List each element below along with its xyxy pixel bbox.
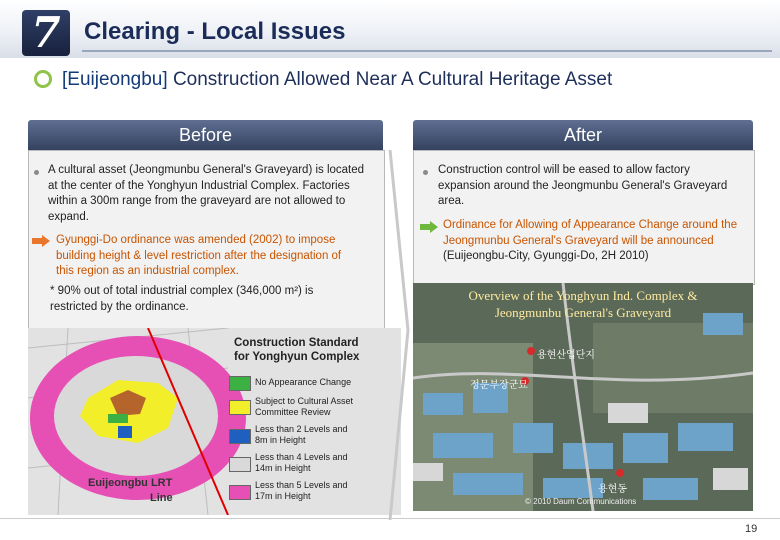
legend-line: Less than 4 Levels and: [255, 452, 348, 462]
bullet-icon: [34, 170, 39, 175]
ring-bullet-icon: [34, 70, 52, 88]
orange-arrow-icon: [32, 235, 50, 247]
before-bullet-text: A cultural asset (Jeongmunbu General's Graveyard) is located at the center of the Yonghyun Industrial Complex. Factories within a 300m range from the graveyard are not allowed to expand.: [48, 164, 365, 223]
before-ordinance-text: Gyunggi-Do ordinance was amended (2002) to impose building height & level restriction after the designation of this region as an industrial complex.: [56, 234, 342, 277]
photo-label-graveyard: 정문부장군묘: [470, 380, 528, 391]
legend-swatch-2-levels: [229, 429, 251, 444]
header-divider: [82, 50, 772, 52]
legend-line: 14m in Height: [255, 463, 311, 473]
legend-title: [234, 336, 359, 364]
photo-caption-line2: Jeongmunbu General's Graveyard: [494, 305, 672, 320]
photo-copyright: © 2010 Daum Communications: [525, 497, 637, 506]
photo-label-district: 용현동: [598, 484, 627, 495]
before-footnote: * 90% out of total industrial complex (346,000 m²) is restricted by the ordinance.: [50, 285, 314, 313]
lrt-label: Euijeongbu LRT: [88, 477, 173, 489]
after-bullet-text: Construction control will be eased to allow factory expansion around the Jeongmunbu General's Graveyard area.: [438, 164, 728, 207]
footer-divider: [0, 518, 780, 519]
after-ordinance-text: [443, 218, 748, 265]
chapter-number-badge: 7: [22, 10, 70, 56]
lrt-label-line2: Line: [150, 492, 173, 504]
photo-caption: [413, 287, 753, 321]
legend-swatch-4-levels: [229, 457, 251, 472]
bullet-icon: [423, 170, 428, 175]
legend-line: 17m in Height: [255, 491, 311, 501]
legend-line: Less than 2 Levels and: [255, 424, 348, 434]
legend-label-2-levels: [255, 424, 348, 446]
before-heading: Before: [28, 120, 383, 150]
photo-label-complex: 용현산업단지: [537, 350, 595, 361]
after-ordinance-highlight: Ordinance for Allowing of Appearance Change around the Jeongmunbu General's Graveyard will be announced: [443, 219, 738, 247]
photo-caption-line1: Overview of the Yonghyun Ind. Complex &: [468, 288, 698, 303]
legend-label-committee-review: [255, 396, 353, 418]
legend-swatch-5-levels: [229, 485, 251, 500]
slide-title: Clearing - Local Issues: [84, 18, 346, 45]
legend-line: Committee Review: [255, 407, 331, 417]
legend-label-no-change: No Appearance Change: [255, 377, 352, 387]
legend-swatch-no-change: [229, 376, 251, 391]
legend-title-line2: for Yonghyun Complex: [234, 351, 360, 363]
legend-title-line1: Construction Standard: [234, 337, 359, 349]
after-heading: After: [413, 120, 753, 150]
legend-line: Less than 5 Levels and: [255, 480, 348, 490]
legend-line: Subject to Cultural Asset: [255, 396, 354, 406]
subtitle-bracket: [Euijeongbu]: [62, 69, 168, 90]
transition-chevron: [388, 150, 412, 520]
page-number: 19: [745, 523, 758, 535]
slide-subtitle: [62, 69, 612, 91]
legend-label-5-levels: [255, 480, 348, 502]
legend-swatch-committee-review: [229, 400, 251, 415]
after-ordinance-source: (Euijeongbu-City, Gyunggi-Do, 2H 2010): [443, 250, 649, 262]
green-arrow-icon: [420, 221, 438, 233]
subtitle-text: Construction Allowed Near A Cultural Heritage Asset: [172, 69, 613, 90]
legend-line: 8m in Height: [255, 435, 306, 445]
legend-label-4-levels: [255, 452, 348, 474]
